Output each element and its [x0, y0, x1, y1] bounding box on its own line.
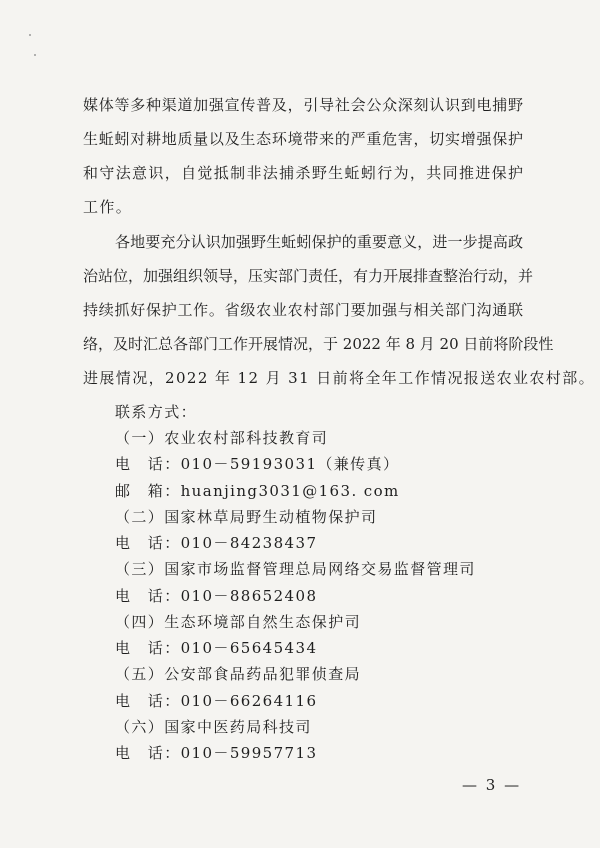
paragraph-2-line-3: 持续抓好保护工作。省级农业农村部门要加强与相关部门沟通联: [83, 301, 523, 319]
phone-value: ：010－65645434: [164, 639, 318, 657]
phone-label: 电 话: [115, 639, 165, 657]
paragraph-1-line-4: 工作。: [83, 198, 133, 216]
contact-email-row: [115, 480, 600, 502]
email-label: 邮 箱: [115, 482, 165, 500]
contact-phone-row: [115, 532, 600, 554]
page-number: — 3 —: [462, 776, 522, 794]
contact-org: （一）农业农村部科技教育司: [115, 429, 329, 447]
paragraph-2-line-4: 络，及时汇总各部门工作开展情况，于 2022 年 8 月 20 日前将阶段性: [83, 335, 554, 353]
phone-value: ：010－66264116: [164, 692, 318, 710]
contact-org: （三）国家市场监督管理总局网络交易监督管理司: [115, 560, 476, 578]
phone-label: 电 话: [115, 587, 165, 605]
contacts-heading: 联系方式：: [115, 403, 198, 421]
paragraph-1-line-3: 和守法意识，自觉抵制非法捕杀野生蚯蚓行为，共同推进保护: [83, 164, 523, 182]
contact-org: （五）公安部食品药品犯罪侦查局: [115, 665, 362, 683]
paragraph-2-line-5: 进展情况，2022 年 12 月 31 日前将全年工作情况报送农业农村部。: [83, 369, 595, 387]
email-value[interactable]: ：huanjing3031@163. com: [164, 482, 400, 500]
phone-value: ：010－88652408: [164, 587, 318, 605]
phone-value: ：010－84238437: [164, 534, 318, 552]
contact-phone-row: [115, 637, 600, 659]
paragraph-2-line-2: 治站位，加强组织领导，压实部门责任，有力开展排查整治行动，并: [83, 267, 534, 285]
scan-speck: [29, 34, 31, 36]
phone-value: ：010－59957713: [164, 744, 318, 762]
contact-phone-row: [115, 690, 600, 712]
paragraph-1-line-2: 生蚯蚓对耕地质量以及生态环境带来的严重危害，切实增强保护: [83, 130, 523, 148]
contact-phone-row: [115, 742, 600, 764]
scan-speck: [34, 54, 36, 56]
contact-phone-row: [115, 585, 600, 607]
contact-phone-row: [115, 453, 600, 475]
phone-label: 电 话: [115, 692, 165, 710]
contact-org: （四）生态环境部自然生态保护司: [115, 613, 362, 631]
phone-label: 电 话: [115, 455, 165, 473]
phone-label: 电 话: [115, 744, 165, 762]
contact-org: （六）国家中医药局科技司: [115, 718, 312, 736]
phone-value: ：010－59193031（兼传真）: [164, 455, 400, 473]
contact-org: （二）国家林草局野生动植物保护司: [115, 508, 378, 526]
phone-label: 电 话: [115, 534, 165, 552]
paragraph-2-line-1: 各地要充分认识加强野生蚯蚓保护的重要意义，进一步提高政: [115, 233, 523, 251]
paragraph-1-line-1: 媒体等多种渠道加强宣传普及，引导社会公众深刻认识到电捕野: [83, 96, 523, 114]
